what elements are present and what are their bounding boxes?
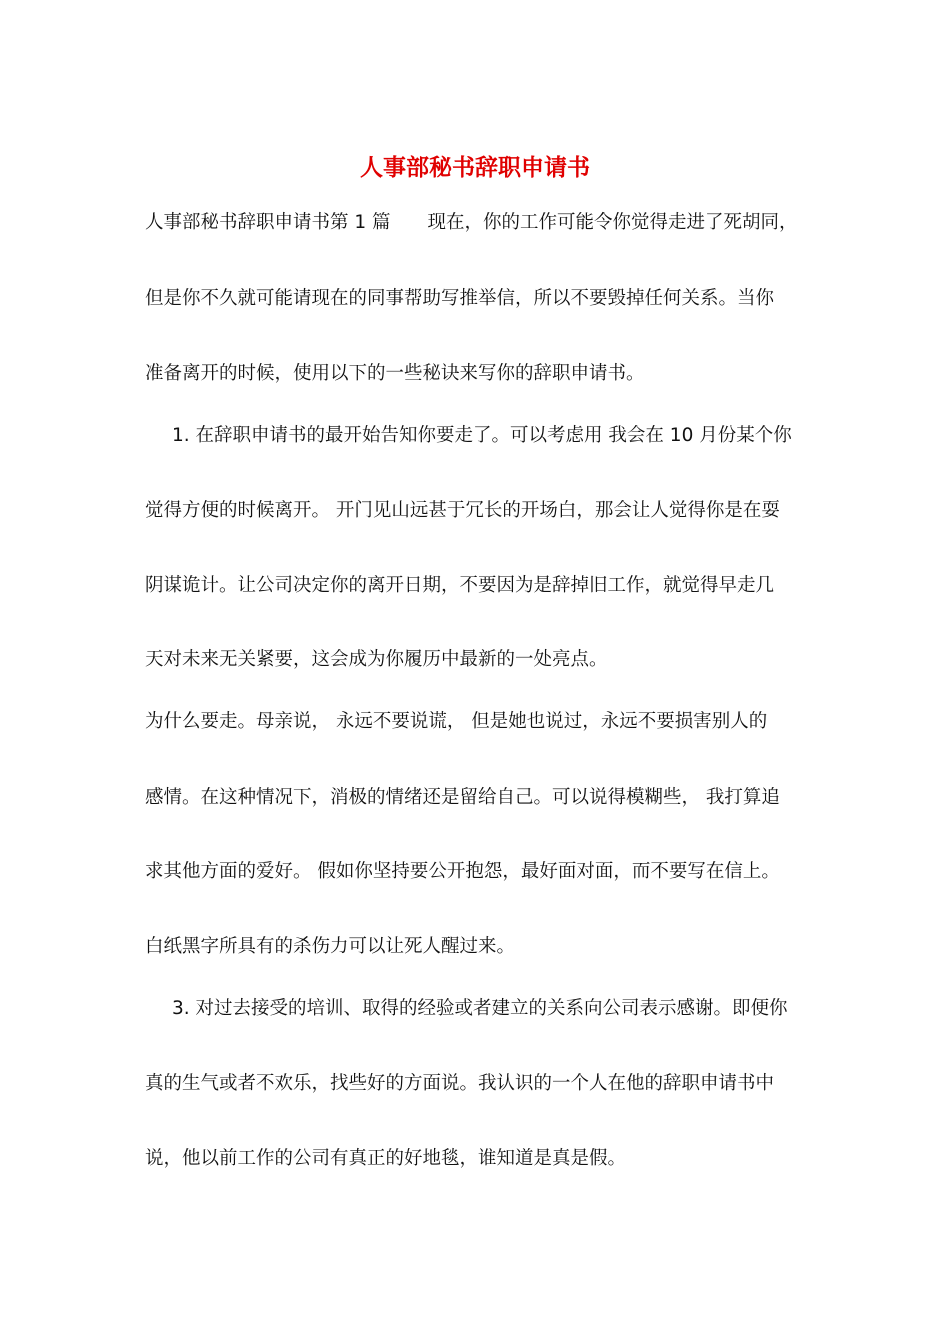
paragraph-line-12: 3. 对过去接受的培训、取得的经验或者建立的关系向公司表示感谢。即便你 [172, 998, 788, 1019]
paragraph-line-9: 感情。在这种情况下，消极的情绪还是留给自己。可以说得模糊些， 我打算追 [145, 787, 780, 808]
paragraph-line-14: 说，他以前工作的公司有真正的好地毯，谁知道是真是假。 [145, 1148, 627, 1169]
paragraph-line-7: 天对未来无关紧要，这会成为你履历中最新的一处亮点。 [145, 649, 608, 670]
paragraph-line-8: 为什么要走。母亲说， 永远不要说谎， 但是她也说过，永远不要损害别人的 [145, 711, 768, 732]
paragraph-line-2: 但是你不久就可能请现在的同事帮助写推举信，所以不要毁掉任何关系。当你 [145, 288, 775, 309]
paragraph-line-13: 真的生气或者不欢乐，找些好的方面说。我认识的一个人在他的辞职申请书中 [145, 1073, 775, 1094]
paragraph-line-5: 觉得方便的时候离开。 开门见山远甚于冗长的开场白，那会让人觉得你是在耍 [145, 500, 780, 521]
paragraph-line-1: 人事部秘书辞职申请书第 1 篇 现在，你的工作可能令你觉得走进了死胡同， [145, 212, 798, 233]
paragraph-line-6: 阴谋诡计。让公司决定你的离开日期，不要因为是辞掉旧工作，就觉得早走几 [145, 575, 775, 596]
paragraph-line-4: 1. 在辞职申请书的最开始告知你要走了。可以考虑用 我会在 10 月份某个你 [172, 425, 792, 446]
paragraph-line-11: 白纸黑字所具有的杀伤力可以让死人醒过来。 [145, 936, 516, 957]
paragraph-line-10: 求其他方面的爱好。 假如你坚持要公开抱怨，最好面对面，而不要写在信上。 [145, 861, 780, 882]
document-title: 人事部秘书辞职申请书 [360, 154, 590, 181]
paragraph-line-3: 准备离开的时候，使用以下的一些秘诀来写你的辞职申请书。 [145, 363, 645, 384]
